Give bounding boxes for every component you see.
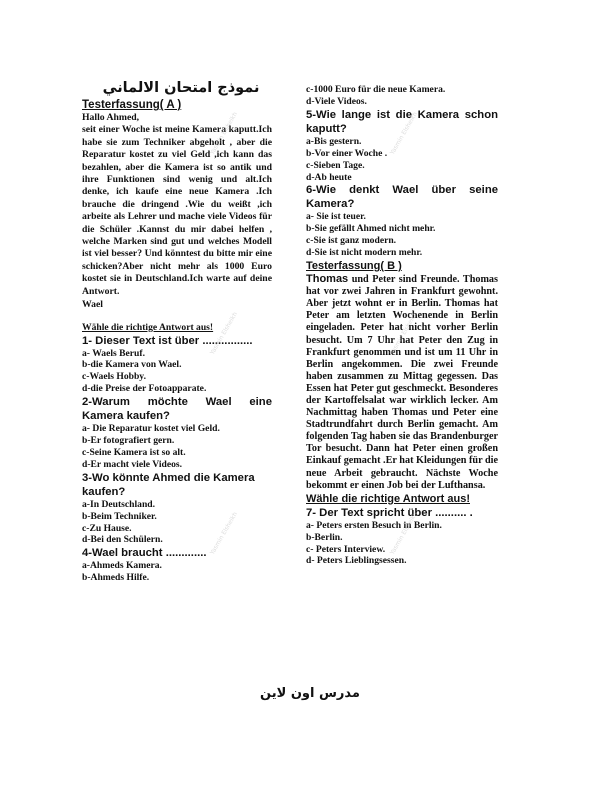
section-a-heading: Testerfassung( A ) xyxy=(82,99,182,111)
section-b-heading: Testerfassung( B ) xyxy=(306,260,402,273)
q2-option-c: c-Seine Kamera ist so alt. xyxy=(82,446,186,458)
q7-option-c: c- Peters Interview. xyxy=(306,543,386,555)
letter-signature: Wael xyxy=(82,299,103,311)
question-1: 1- Dieser Text ist über ................ xyxy=(82,334,253,347)
watermark: Yasmin Elsheikh xyxy=(208,511,239,556)
q3-option-c: c-Zu Hause. xyxy=(82,522,132,534)
q1-option-d: d-die Preise der Fotoapparate. xyxy=(82,383,207,395)
watermark: Yasmin Elsheikh xyxy=(208,111,239,156)
right-column xyxy=(306,84,498,567)
q2-option-a: a- Die Reparatur kostet viel Geld. xyxy=(82,423,220,435)
question-6: 6-Wie denkt Wael über seine Kamera? xyxy=(306,184,498,211)
q4-option-a: a-Ahmeds Kamera. xyxy=(82,560,162,572)
instruction-b: Wähle die richtige Antwort aus! xyxy=(306,492,470,505)
question-4: 4-Wael braucht ............. xyxy=(82,547,207,560)
question-3: 3-Wo könnte Ahmed die Kamera kaufen? xyxy=(82,471,255,498)
page-title: نموذج امتحان الالماني xyxy=(102,80,260,96)
letter-text xyxy=(82,112,272,312)
q4-option-c: c-1000 Euro für die neue Kamera. xyxy=(306,84,446,95)
q3-option-b: b-Beim Techniker. xyxy=(82,510,157,522)
letter-greeting: Hallo Ahmed, xyxy=(82,112,140,123)
q6-option-c: c-Sie ist ganz modern. xyxy=(306,235,397,247)
footer-brand: مدرس اون لاين xyxy=(260,686,360,701)
question-2: 2-Warum möchte Wael eine Kamera kaufen? xyxy=(82,396,272,423)
q6-option-a: a- Sie ist teuer. xyxy=(306,211,366,223)
q4-option-b: b-Ahmeds Hilfe. xyxy=(82,572,150,584)
q7-option-a: a- Peters ersten Besuch in Berlin. xyxy=(306,519,442,531)
q5-option-b: b-Vor einer Woche . xyxy=(306,147,388,159)
watermark: Yasmin Elsheikh xyxy=(388,311,419,356)
q1-option-c: c-Waels Hobby. xyxy=(82,371,146,383)
letter-body: seit einer Woche ist meine Kamera kaputt.Ich habe sie zum Techniker abgeholt , aber die Reparatur kostet zu viel Geld ,ich kann das bezahlen, aber die Kamera ist so antik und ihre Funktionen sind wenig und alt.Ich denke, ich kaufe eine neue Kamera .Ich brauche die dringend .Wie du weißt ,ich arbeite als Lehrer und mache viele Videos für die Schüler .Kannst du mir dabei helfen , welche Marken sind gut und welches Modell ist viel besser? Und könntest du bitte mir eine schicken?Aber nicht mehr als 1000 Euro kostet sie in Deutschland.Ich warte auf deine Antwort. xyxy=(82,124,272,297)
watermark: Yasmin Elsheikh xyxy=(208,311,239,356)
q3-option-d: d-Bei den Schülern. xyxy=(82,534,163,546)
q3-option-a: a-In Deutschland. xyxy=(82,498,156,510)
reading-text-lead: Thomas xyxy=(306,273,349,286)
q5-option-c: c-Sieben Tage. xyxy=(306,159,365,171)
q7-option-b: b-Berlin. xyxy=(306,531,343,543)
watermark: Yasmin Elsheikh xyxy=(388,111,419,156)
q6-option-b: b-Sie gefällt Ahmed nicht mehr. xyxy=(306,223,436,235)
q1-option-a: a- Waels Beruf. xyxy=(82,347,145,359)
q2-option-d: d-Er macht viele Videos. xyxy=(82,458,183,470)
q1-option-b: b-die Kamera von Wael. xyxy=(82,359,182,371)
q5-option-d: d-Ab heute xyxy=(306,171,352,183)
q5-option-a: a-Bis gestern. xyxy=(306,135,362,147)
reading-text-b xyxy=(306,273,498,492)
question-7: 7- Der Text spricht über .......... . xyxy=(306,506,473,519)
watermark: Yasmin Elsheikh xyxy=(388,511,419,556)
question-5: 5-Wie lange ist die Kamera schon kaputt? xyxy=(306,108,498,135)
left-column xyxy=(82,78,272,584)
instruction-a: Wähle die richtige Antwort aus! xyxy=(82,321,214,333)
reading-text-body: und Peter sind Freunde. Thomas hat vor zwei Jahren in Frankfurt gewohnt. Aber jetzt wohnt er in Berlin. Thomas hat Peter am letzten Wochenende in Berlin eingeladen. Peter hat nicht vorher Berlin besucht. Um 7 Uhr hat Peter den Zug in Frankfurt genommen und ist um 11 Uhr in Berlin angekommen. Die zwei Freunde haben zusammen zu Mittag gegessen. Das Essen hat Peter gut geschmeckt. Besonderes der Kartoffelsalat war wirklich lecker. Am Nachmittag haben Thomas und Peter eine Stadtrundfahrt durch Berlin gemacht. Am folgenden Tag haben sie das Brandenburger Tor besucht. Dann hat Peter einen großen Einkauf gemacht .Er hat Kleidungen für die neue Arbeit gebraucht. Nächste Woche bekommt er einen Job bei der Lufthansa. xyxy=(306,274,498,491)
q7-option-d: d- Peters Lieblingsessen. xyxy=(306,555,407,567)
q2-option-b: b-Er fotografiert gern. xyxy=(82,435,175,447)
q4-option-d: d-Viele Videos. xyxy=(306,95,367,107)
q6-option-d: d-Sie ist nicht modern mehr. xyxy=(306,247,423,259)
